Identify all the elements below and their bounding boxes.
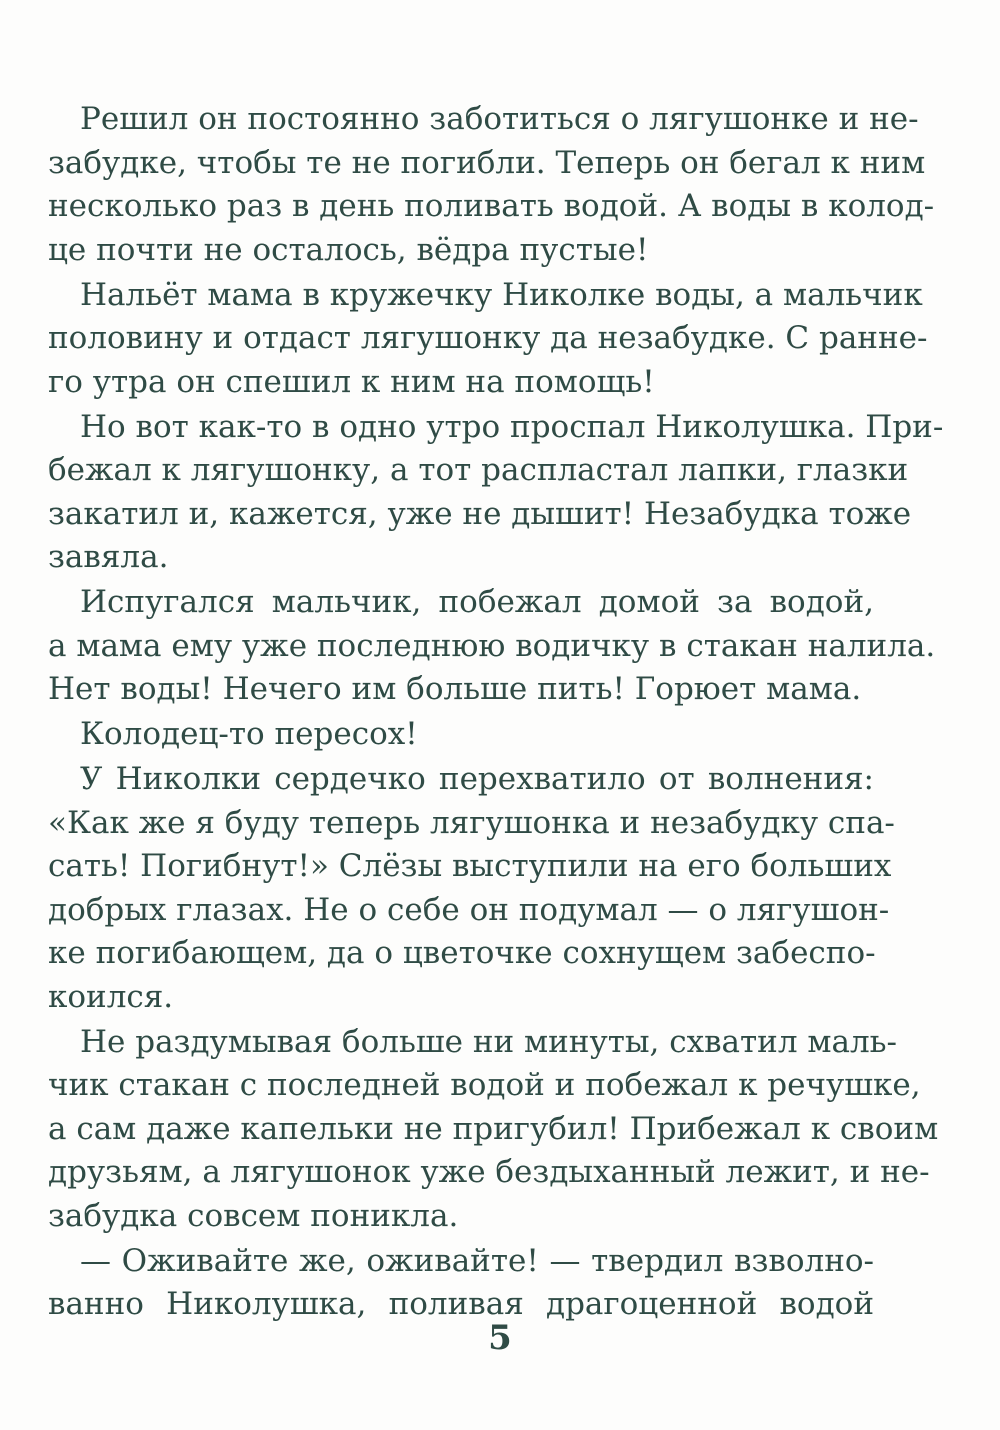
text-line: забудке, чтобы те не погибли. Теперь он бегал к ним — [48, 144, 926, 181]
text-line: половину и отдаст лягушонку да незабудке. С ранне- — [48, 320, 928, 356]
text-line: завяла. — [48, 539, 169, 575]
text-line: Но вот как-то в одно утро проспал Николушка. При- — [80, 408, 944, 445]
text-line: забудка совсем поникла. — [48, 1197, 459, 1234]
body-text — [48, 98, 944, 1327]
text-line: бежал к лягушонку, а тот распластал лапки, глазки — [48, 452, 909, 488]
paragraph — [48, 758, 895, 1019]
text-line: ванно Николушка, поливая драгоценной водой — [48, 1286, 874, 1322]
paragraph — [48, 98, 935, 272]
paragraph — [48, 406, 944, 580]
page-number: 5 — [488, 1318, 512, 1358]
text-line: друзьям, а лягушонок уже бездыханный лежит, и не- — [48, 1154, 930, 1190]
text-line: коился. — [48, 978, 174, 1015]
paragraph — [48, 1021, 939, 1239]
text-line: Нет воды! Нечего им больше пить! Горюет мама. — [48, 671, 862, 707]
text-line: Испугался мальчик, побежал домой за водой, — [80, 584, 874, 620]
text-line: це почти не осталось, вёдра пустые! — [48, 231, 649, 268]
text-line: Не раздумывая больше ни минуты, схватил маль- — [80, 1023, 898, 1060]
paragraph — [48, 581, 936, 712]
text-line: ке погибающем, да о цветочке сохнущем забеспо- — [48, 935, 876, 971]
text-line: го утра он спешил к ним на помощь! — [48, 363, 655, 400]
text-line: Нальёт мама в кружечку Николке воды, а мальчик — [80, 276, 923, 313]
text-line: — Оживайте же, оживайте! — твердил взволно- — [80, 1242, 874, 1279]
text-line: а мама ему уже последнюю водичку в стакан налила. — [48, 627, 936, 664]
paragraph — [48, 713, 874, 757]
text-line: несколько раз в день поливать водой. А воды в колод- — [48, 188, 935, 224]
text-line: У Николки сердечко перехватило от волнения: — [80, 761, 874, 797]
paragraph — [48, 274, 928, 405]
text-line: Колодец-то пересох! — [80, 716, 418, 752]
text-line: «Как же я буду теперь лягушонка и незабудку спа- — [48, 804, 895, 841]
text-line: Решил он постоянно заботиться о лягушонке и не- — [80, 101, 919, 137]
text-line: закатил и, кажется, уже не дышит! Незабудка тоже — [48, 495, 912, 532]
text-line: чик стакан с последней водой и побежал к речушке, — [48, 1067, 921, 1103]
paragraph — [48, 1240, 874, 1327]
text-line: а сам даже капельки не пригубил! Прибежал к своим — [48, 1110, 939, 1147]
text-line: добрых глазах. Не о себе он подумал — о лягушон- — [48, 891, 890, 928]
text-line: сать! Погибнут!» Слёзы выступили на его больших — [48, 848, 892, 884]
